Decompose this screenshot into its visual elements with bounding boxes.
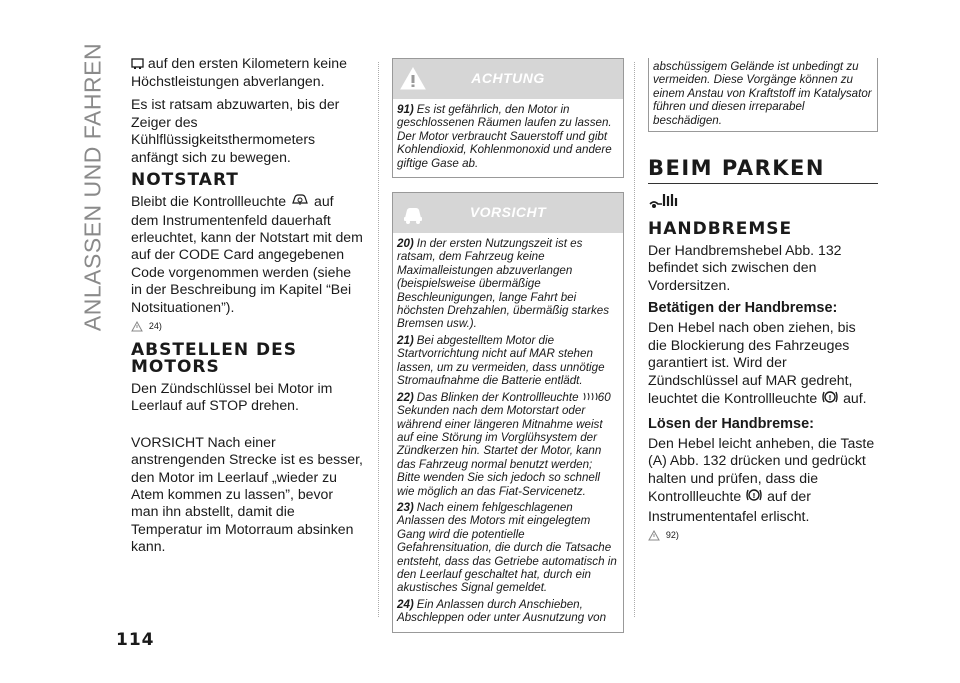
achtung-title: ACHTUNG <box>471 70 545 87</box>
column-1 <box>131 55 363 562</box>
betaetigen-heading: Betätigen der Handbremse: <box>648 300 838 317</box>
loesen-reference: 92) <box>648 527 878 545</box>
chapter-title: ANLASSEN UND FAHREN <box>79 42 106 332</box>
notstart-reference: 24) <box>131 318 363 336</box>
paragraph-notstart: Bleibt die Kontrollleuchte auf dem Instrumentenfeld dauerhaft erleuchtet, kann der Notstart mit dem auf der CODE Card angegebenen Code vorgenommen werden (siehe in der Beschreibung im Kapitel “Bei Notsituationen”). <box>131 193 363 315</box>
column-2 <box>392 58 624 643</box>
paragraph-betaetigen: Den Hebel nach oben ziehen, bis die Blockierung des Fahrzeuges garantiert ist. Wird der Zündschlüssel auf MAR gedreht, leuchtet die Kontrollleuchte ! auf. <box>648 319 878 409</box>
brake-warning-icon <box>745 487 763 507</box>
vorsicht-note: 23) Nach einem fehlgeschlagenen Anlassen des Motors mit eingelegtem Gang wird die potentielle Gefahrensituation, die durch die Tatsache entsteht, dass das Getriebe automatisch in den Leerlauf geschaltet hat, durch ein akustisches Signal gemeldet. <box>397 500 617 595</box>
column-divider-2 <box>634 62 635 617</box>
achtung-header <box>393 59 623 99</box>
vorsicht-note: 22) Das Blinken der Kontrollleuchte 60 Sekunden nach dem Motorstart oder während einer längeren Mitnahme weist auf eine Störung im Vorglühsystem der Zündkerzen hin. Startet der Motor, kann das Fahrzeug normal benutzt werden; Bitte wenden Sie sich jedoch so schnell wie möglich an das Fiat-Servicenetz. <box>397 390 611 498</box>
beim-parken-heading: BEIM PARKEN <box>648 160 878 184</box>
vorsicht-box <box>392 192 624 633</box>
warning-triangle-icon <box>648 528 660 545</box>
loesen-heading: Lösen der Handbremse: <box>648 415 814 432</box>
paragraph-loesen: Den Hebel leicht anheben, die Taste (A) Abb. 132 drücken und gedrückt halten und prüfen, dass die Kontrollleuchte ! auf der Instrumententafel erlischt. <box>648 434 875 524</box>
paragraph-intro: auf den ersten Kilometern keine Höchstleistungen abverlangen. <box>131 55 347 89</box>
continued-warning-box: abschüssigem Gelände ist unbedingt zu vermeiden. Diese Vorgänge können zu einem Anstau von Kraftstoff im Katalysator führen und diesen irreparabel beschädigen. <box>648 58 878 132</box>
paragraph-vorsicht-abstellen: VORSICHT Nach einer anstrengenden Strecke ist es besser, den Motor im Leerlauf „wieder zu Atem kommen zu lassen”, bevor man ihn abstellt, damit die Temperatur im Motorraum absinken kann. <box>131 433 363 555</box>
handbremse-heading: HANDBREMSE <box>648 218 793 239</box>
notstart-heading: NOTSTART <box>131 170 239 191</box>
warning-triangle-icon <box>131 319 143 336</box>
svg-text:!: ! <box>828 394 832 403</box>
column-divider-1 <box>378 62 379 617</box>
vorsicht-note: 21) Bei abgestelltem Motor die Startvorrichtung nicht auf MAR stehen lassen, um zu vermeiden, dass unnötige Stromaufnahme die Batterie entlädt. <box>397 333 605 388</box>
warning-triangle-icon <box>399 65 427 93</box>
achtung-note: 91) Es ist gefährlich, den Motor in geschlossenen Räumen laufen zu lassen. Der Motor verbraucht Sauerstoff und gibt Kohlendioxid, Kohlenmonoxid und andere giftige Gase ab. <box>397 103 612 170</box>
achtung-box <box>392 58 624 178</box>
brake-warning-icon <box>821 389 839 409</box>
car-caution-icon <box>399 199 427 227</box>
vorsicht-note: 20) In der ersten Nutzungszeit ist es ratsam, dem Fahrzeug keine Maximalleistungen abzuverlangen (beispielsweise übermäßige Beschleunigungen, lange Fahrt bei höchsten Drehzahlen, übermäßig starkes Bremsen usw.). <box>397 237 610 331</box>
immobilizer-warning-icon <box>290 193 310 211</box>
chapter-sidebar <box>78 42 108 332</box>
continuation-icon <box>131 56 144 73</box>
paragraph-abstellen: Den Zündschlüssel bei Motor im Leerlauf auf STOP drehen. <box>131 379 333 414</box>
paragraph-handbremse: Der Handbremshebel Abb. 132 befindet sich zwischen den Vordersitzen. <box>648 241 842 293</box>
parking-section-icon <box>648 190 878 214</box>
page-number: 114 <box>116 630 155 650</box>
svg-text:!: ! <box>752 492 756 501</box>
vorsicht-header <box>393 193 623 233</box>
glow-plug-icon <box>582 391 598 404</box>
vorsicht-title: VORSICHT <box>469 204 547 221</box>
paragraph-thermometer: Es ist ratsam abzuwarten, bis der Zeiger des Kühlflüssigkeitsthermometers anfängt sich zu bewegen. <box>131 96 340 165</box>
vorsicht-body <box>393 233 623 632</box>
abstellen-heading: ABSTELLEN DES MOTORS <box>131 339 297 377</box>
vorsicht-note: 24) Ein Anlassen durch Anschieben, Abschleppen oder unter Ausnutzung von <box>397 597 607 625</box>
achtung-body <box>393 99 623 177</box>
column-3 <box>648 58 878 545</box>
